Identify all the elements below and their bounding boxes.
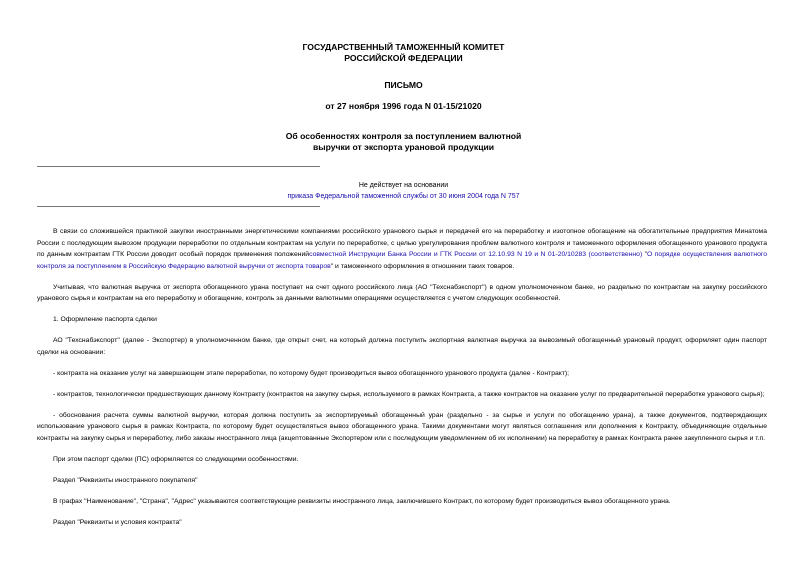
issuer-line-2: РОССИЙСКОЙ ФЕДЕРАЦИИ bbox=[344, 53, 463, 63]
instruction-link[interactable]: совместной Инструкции Банка России и ГТК России от 12.10.93 N 19 и N 01-20/10283 (соответственно) bbox=[309, 251, 643, 258]
issuer-heading bbox=[0, 42, 807, 64]
subject-line-2: выручки от экспорта урановой продукции bbox=[312, 142, 495, 152]
paragraph-8: При этом паспорт сделки (ПС) оформляется со следующими особенностями. bbox=[53, 455, 299, 463]
paragraph-11: Раздел "Реквизиты и условия контракта" bbox=[53, 518, 182, 526]
paragraph-5: - контракта на оказание услуг на завершающем этапе переработки, по которому будет производиться вывоз обогащенного уранового продукта (далее - Контракт); bbox=[53, 369, 570, 377]
document-date-number: от 27 ноября 1996 года N 01-15/21020 bbox=[325, 101, 482, 111]
status-text: Не действует на основании bbox=[358, 182, 449, 189]
status-note bbox=[0, 180, 807, 202]
issuer-line-1: ГОСУДАРСТВЕННЫЙ ТАМОЖЕННЫЙ КОМИТЕТ bbox=[302, 42, 505, 52]
status-link[interactable]: приказа Федеральной таможенной службы от 30 июня 2004 года N 757 bbox=[287, 193, 520, 200]
paragraph-2: Учитывая, что валютная выручка от экспорта обогащенного урана поступает на счет одного российского лица (АО "Техснабэкспорт") в одном уполномоченном банке, но раздельно по контрактам на закупку российского уранового сырья и контрактам на его переработку и обогащение, контроль за данными валютными операциями осуществляется с учетом следующих особенностей. bbox=[37, 283, 767, 302]
paragraph-10: В графах "Наименование", "Страна", "Адрес" указываются соответствующие реквизиты иностранного лица, заключившего Контракт, по которому будет производиться вывоз обогащенного урана. bbox=[53, 497, 671, 505]
paragraph-6: - контрактов, технологически предшествующих данному Контракту (контрактов на закупку сырья, используемого в рамках Контракта, а также контрактов на оказание услуг по предварительной переработке уранового сырья); bbox=[53, 390, 765, 398]
subject-line-1: Об особенностях контроля за поступлением валютной bbox=[285, 131, 522, 141]
divider-top bbox=[37, 166, 320, 167]
divider-bottom bbox=[37, 206, 320, 207]
paragraph-4: АО "Техснабэкспорт" (далее - Экспортер) в уполномоченном банке, где открыт счет, на который должна поступить экспортная валютная выручка за вывозимый обогащенный урановый продукт, оформляет один паспорт сделки на основании: bbox=[37, 337, 767, 356]
paragraph-intro: В связи со сложившейся практикой закупки иностранными энергетическими компаниями российского уранового сырья и передачей его на переработку и изотопное обогащение на обогатительные предприятия Минатома России с последующим вывозом продукции переработки по отдельным контрактам на услуги по переработке, с целью урегулирования проблем валютного контроля и таможенного оформления обогащенного уранового продукта по данным контрактам ГТК России доводит особый порядок применения положенийсовместной Инструкции Банка России и ГТК России от 12.10.93 N 19 и N 01-20/10283 (соответственно) "О порядке осуществления валютного контроля за поступлением в Российскую Федерацию валютной выручки от экспорта товаров" и таможенного оформления в отношении таких товаров. bbox=[37, 228, 767, 270]
procedure-link[interactable]: О порядке осуществления валютного контроля за поступлением в Российскую Федерацию валютной выручки от экспорта товаров bbox=[37, 251, 767, 270]
document-body bbox=[37, 226, 767, 538]
paragraph-3: 1. Оформление паспорта сделки bbox=[53, 316, 157, 323]
document-subject bbox=[0, 131, 807, 153]
paragraph-9: Раздел "Реквизиты иностранного покупателя" bbox=[53, 476, 198, 484]
document-type: ПИСЬМО bbox=[384, 80, 423, 90]
paragraph-7: - обоснования расчета суммы валютной выручки, которая должна поступить за экспортируемый обогащенный уран (раздельно - за сырье и услуги по обогащению урана), а также документов, подтверждающих использование уранового сырья в рамках Контракта, по которому будет осуществляться вывоз обогащенного урана. Такими документами могут являться соглашения или дополнения к Контракту, объединяющие отдельные контракты на закупку сырья и переработку, либо заказы иностранного лица (акцептованные Экспортером или с последующим уведомлением об их исполнении) на переработку в рамках Контракта ранее закупленного сырья и т.п. bbox=[37, 411, 767, 442]
